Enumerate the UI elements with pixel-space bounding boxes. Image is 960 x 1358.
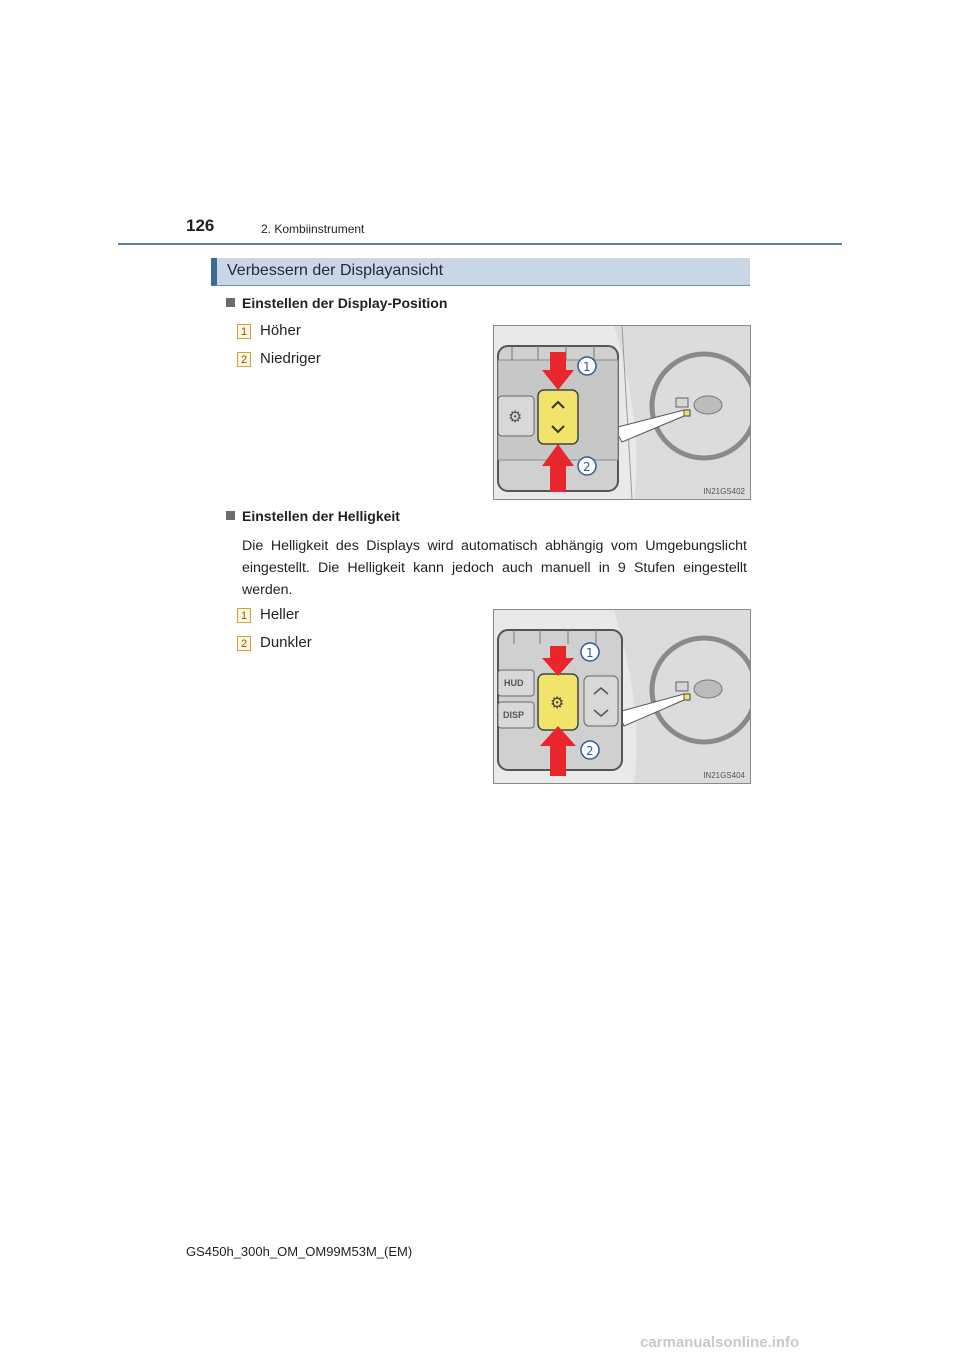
section-heading [211, 258, 750, 286]
disp-button-label: DISP [503, 710, 525, 720]
item-label-darker: Dunkler [260, 634, 312, 651]
footer-doc-id: GS450h_300h_OM_OM99M53M_(EM) [186, 1244, 413, 1259]
page-number: 126 [186, 216, 215, 235]
svg-text:1: 1 [583, 360, 591, 374]
item-number-2: 2 [237, 636, 251, 651]
item-number-2: 2 [237, 352, 251, 367]
subheading-display-position: Einstellen der Display-Position [226, 295, 447, 311]
item-label-lower: Niedriger [260, 350, 321, 367]
square-bullet-icon [226, 298, 235, 307]
brightness-description: Die Helligkeit des Displays wird automatisch abhängig vom Umgebungslicht eingestellt. Die Helligkeit kann jedoch auch manuell in 9 Stufen eingestellt werden. [242, 538, 747, 598]
svg-text:⚙: ⚙ [508, 407, 523, 426]
item-label-brighter: Heller [260, 606, 300, 623]
watermark: carmanualsonline.info [640, 1334, 800, 1351]
square-bullet-icon [226, 511, 235, 520]
svg-text:1: 1 [586, 646, 594, 660]
svg-text:2: 2 [586, 744, 594, 758]
section-title: Verbessern der Displayansicht [227, 262, 444, 279]
item-number-1: 1 [237, 324, 251, 339]
subheading-brightness: Einstellen der Helligkeit [226, 508, 400, 524]
brightness-switch-illustration [494, 610, 750, 783]
figure-display-position [493, 325, 751, 500]
steering-switch-illustration [494, 326, 750, 499]
figure-brightness [493, 609, 751, 784]
svg-text:⚙: ⚙ [550, 693, 565, 712]
chapter-title: 2. Kombiinstrument [261, 222, 365, 236]
figure-code: IN21GS402 [703, 487, 745, 496]
figure-code: IN21GS404 [703, 771, 745, 780]
hud-button-label: HUD [504, 678, 524, 688]
header-divider [118, 243, 842, 245]
item-number-1: 1 [237, 608, 251, 623]
item-label-higher: Höher [260, 322, 301, 339]
svg-text:2: 2 [583, 460, 591, 474]
